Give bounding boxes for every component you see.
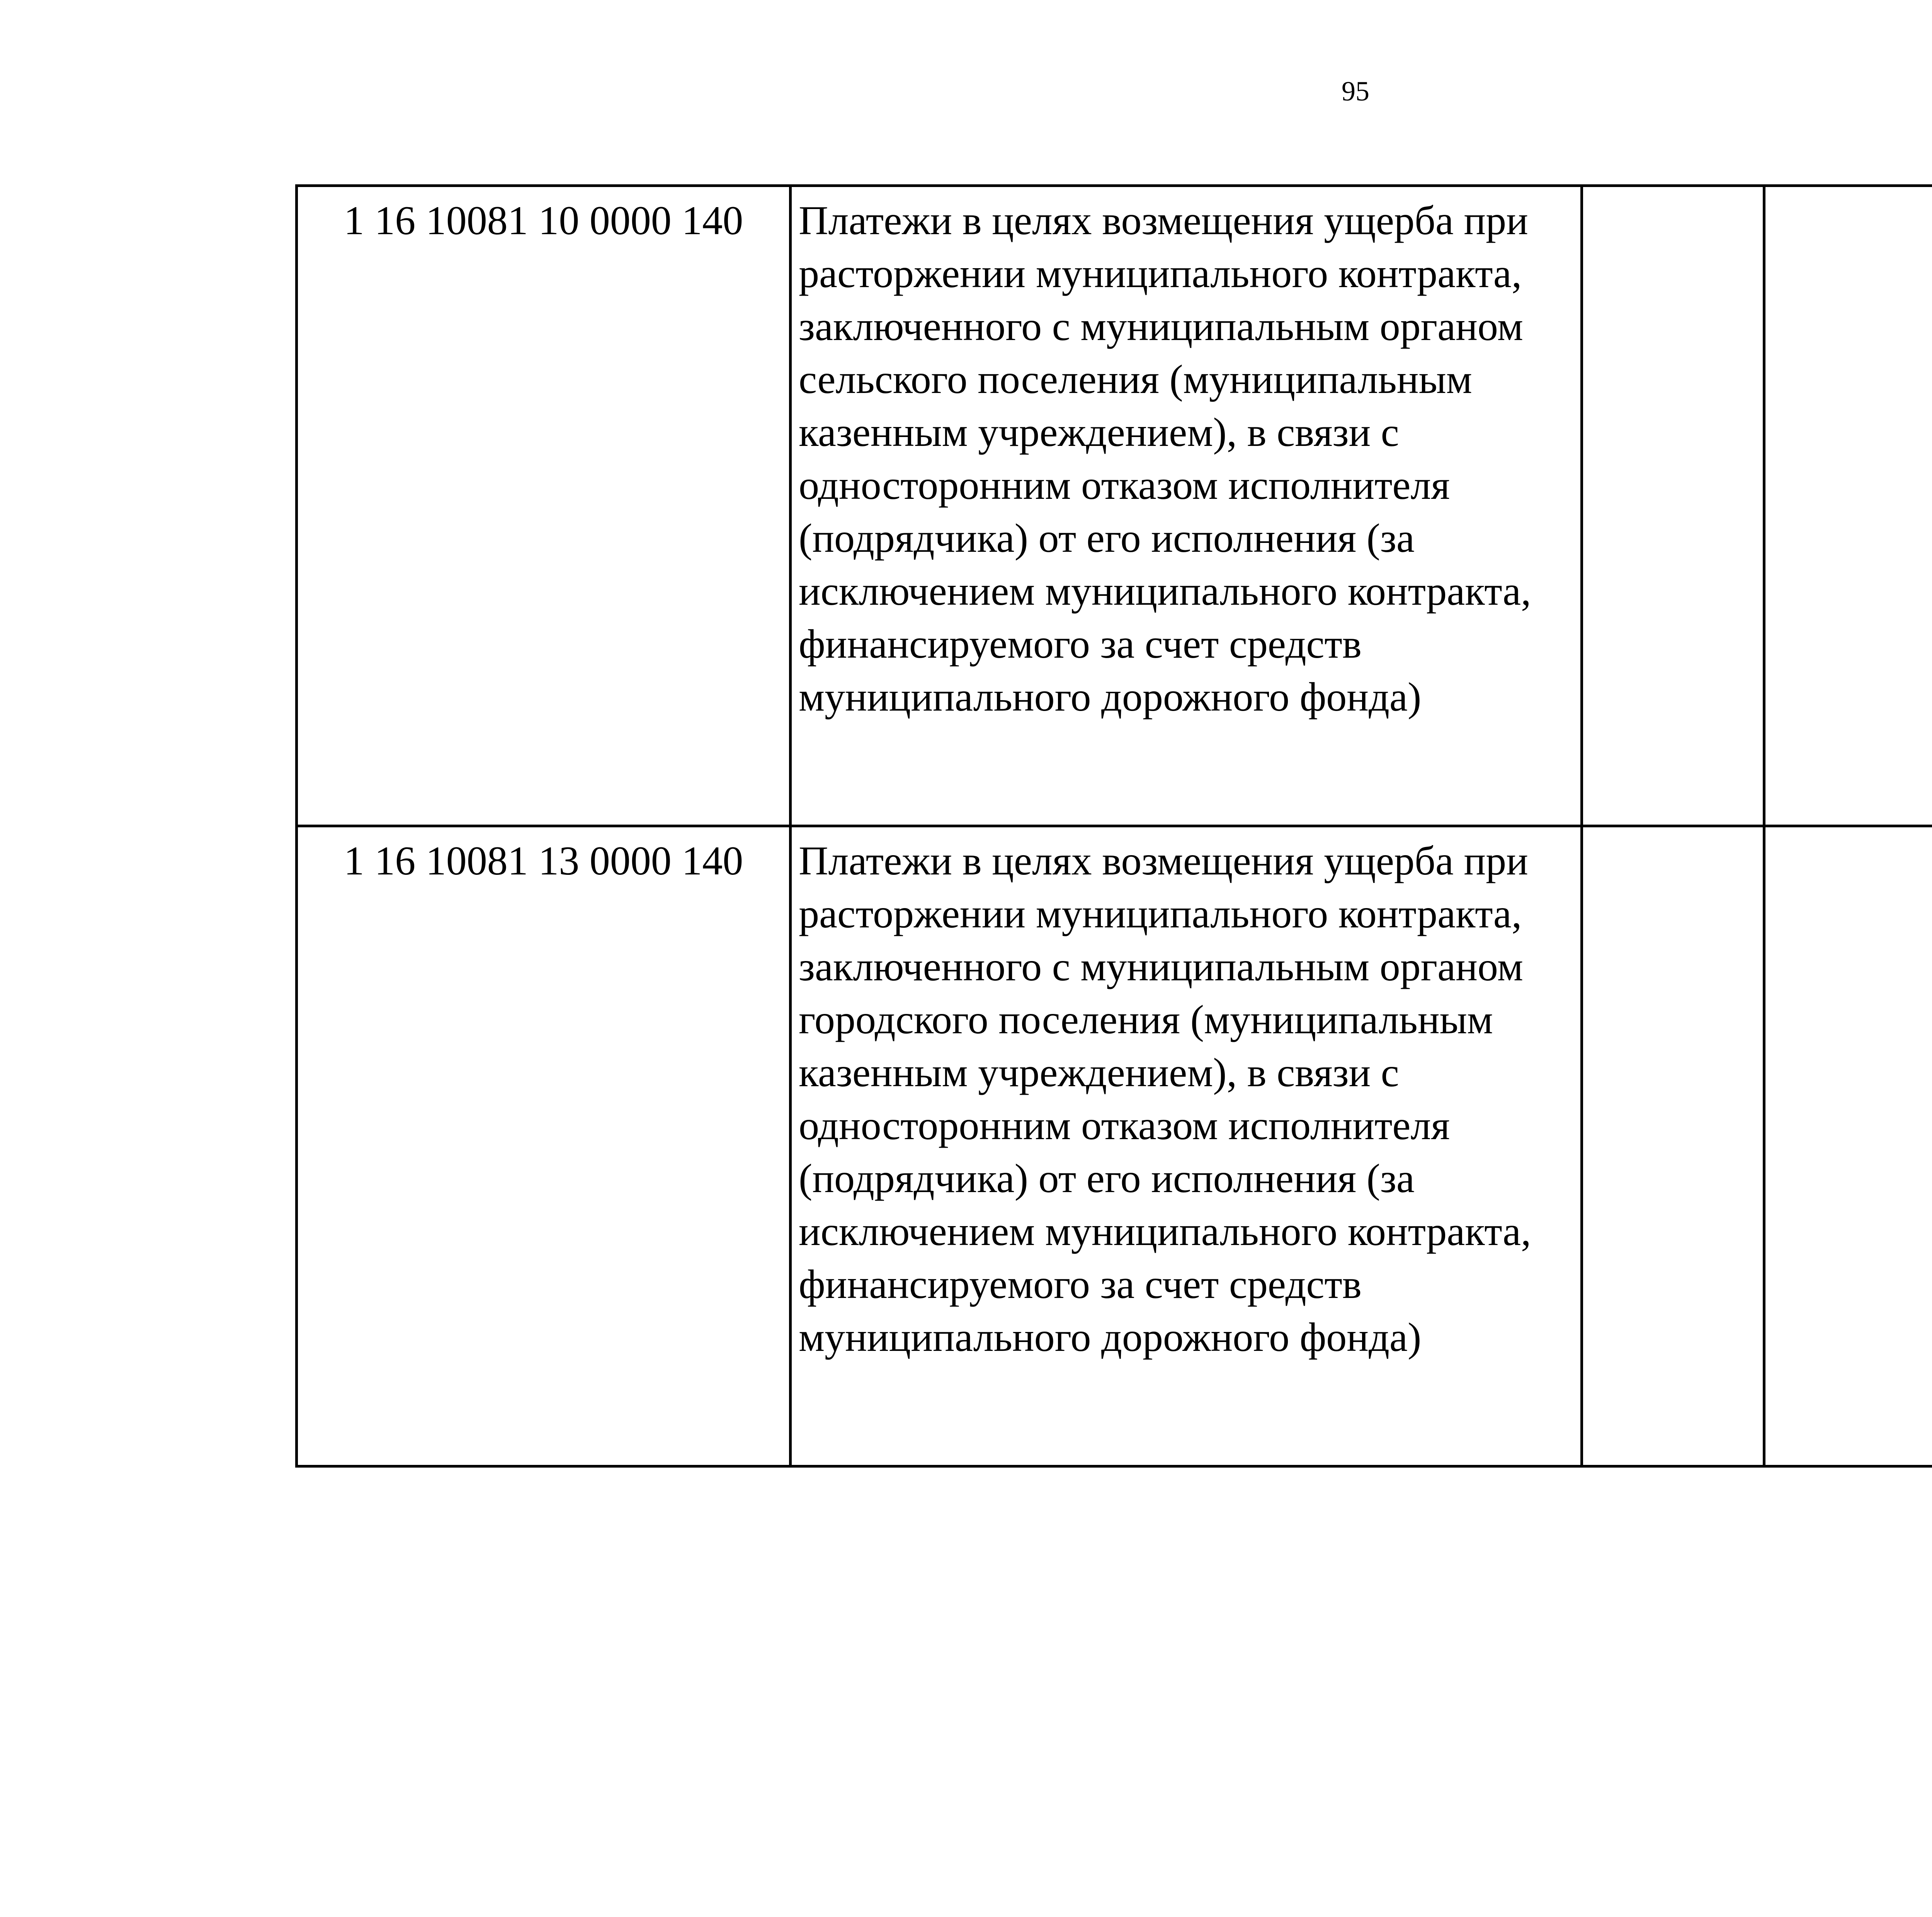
description-line: казенным учреждением), в связи с (799, 410, 1399, 455)
description-line: муниципального дорожного фонда) (799, 674, 1422, 720)
table-row (297, 186, 1932, 826)
description-line: финансируемого за счет средств (799, 1262, 1362, 1307)
description-line: муниципального дорожного фонда) (799, 1315, 1422, 1360)
description-line: односторонним отказом исполнителя (799, 463, 1450, 508)
description-line: (подрядчика) от его исполнения (за (799, 515, 1415, 561)
description-cell (791, 826, 1582, 1466)
description-line: сельского поселения (муниципальным (799, 357, 1472, 402)
description-line: заключенного с муниципальным органом (799, 304, 1523, 349)
description-line: Платежи в целях возмещения ущерба при (799, 198, 1528, 243)
page-number: 95 (1342, 76, 1369, 107)
description-line: расторжении муниципального контракта, (799, 251, 1522, 296)
description-line: казенным учреждением), в связи с (799, 1050, 1399, 1095)
table-row (297, 826, 1932, 1466)
description-line: городского поселения (муниципальным (799, 997, 1493, 1042)
revenue-code-cell: 1 16 10081 10 0000 140 (297, 186, 791, 826)
empty-cell-col4 (1764, 186, 1932, 826)
empty-cell-col3 (1582, 186, 1764, 826)
revenue-table (295, 184, 1932, 1468)
description-line: исключением муниципального контракта, (799, 1209, 1531, 1254)
description-line: односторонним отказом исполнителя (799, 1103, 1450, 1148)
description-line: (подрядчика) от его исполнения (за (799, 1156, 1415, 1201)
description-line: заключенного с муниципальным органом (799, 944, 1523, 989)
empty-cell-col3 (1582, 826, 1764, 1466)
empty-cell-col4 (1764, 826, 1932, 1466)
description-line: финансируемого за счет средств (799, 621, 1362, 667)
description-cell (791, 186, 1582, 826)
revenue-code-cell: 1 16 10081 13 0000 140 (297, 826, 791, 1466)
description-line: исключением муниципального контракта, (799, 568, 1531, 614)
description-line: расторжении муниципального контракта, (799, 891, 1522, 936)
description-line: Платежи в целях возмещения ущерба при (799, 838, 1528, 883)
